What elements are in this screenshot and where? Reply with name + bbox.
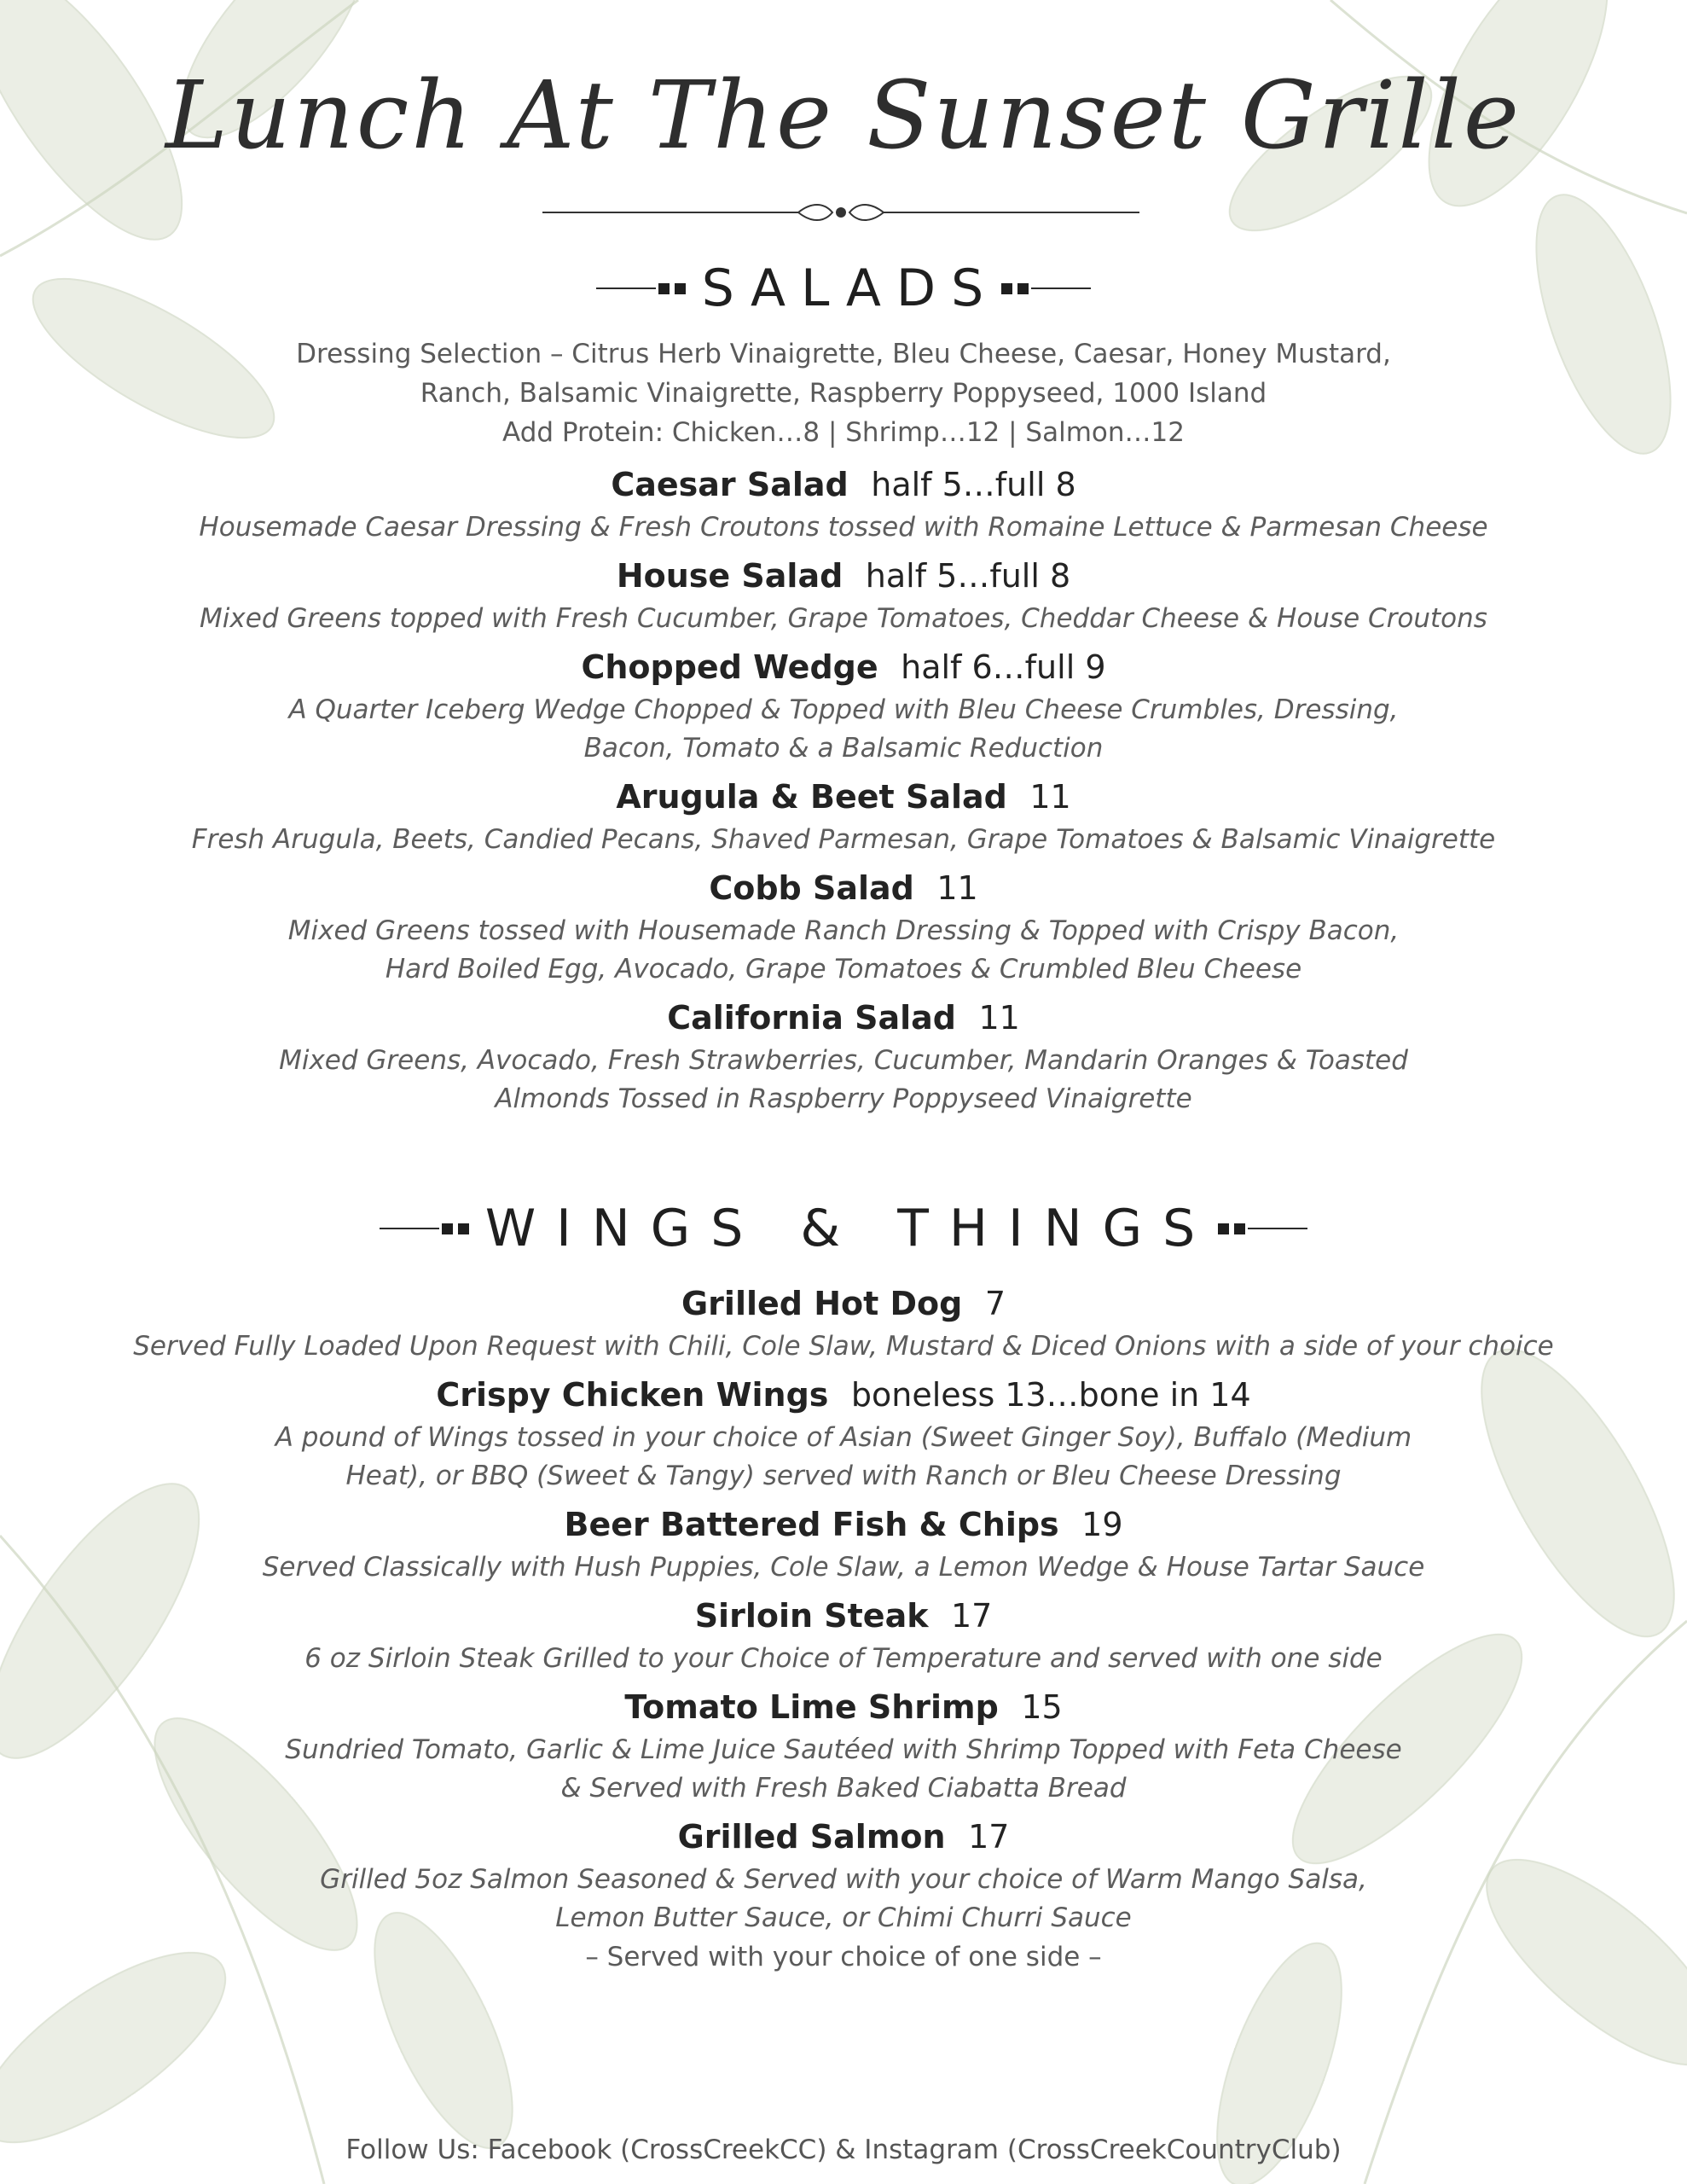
item-description: Heat), or BBQ (Sweet & Tangy) served with Ranch or Bleu Cheese Dressing [345,1461,1342,1491]
item-name: Sirloin Steak [694,1597,929,1635]
item-name: Chopped Wedge [581,648,878,686]
menu-item [0,1683,1687,1808]
item-name: Crispy Chicken Wings [436,1376,829,1414]
dressing-line-2: Ranch, Balsamic Vinaigrette, Raspberry Poppyseed, 1000 Island [420,378,1267,409]
menu-item [0,1280,1687,1366]
item-description: Housemade Caesar Dressing & Fresh Croutons tossed with Romaine Lettuce & Parmesan Cheese [199,512,1488,543]
item-description: A pound of Wings tossed in your choice of Asian (Sweet Ginger Soy), Buffalo (Medium [275,1422,1412,1453]
item-description: Hard Boiled Egg, Avocado, Grape Tomatoes & Crumbled Bleu Cheese [385,954,1302,985]
add-protein-line: Add Protein: Chicken…8 | Shrimp…12 | Salmon…12 [502,417,1185,448]
item-name: Arugula & Beet Salad [616,778,1007,816]
item-price: 7 [984,1285,1006,1322]
item-description: Mixed Greens topped with Fresh Cucumber, Grape Tomatoes, Cheddar Cheese & House Croutons [200,603,1487,634]
item-price: 11 [978,999,1020,1037]
item-price: half 5…full 8 [871,466,1076,503]
menu-item [0,1371,1687,1496]
item-name: Beer Battered Fish & Chips [564,1506,1059,1543]
item-price: 11 [936,869,978,907]
wings-heading-text: WINGS & THINGS [484,1199,1216,1258]
item-name: Grilled Hot Dog [681,1285,963,1322]
menu-item [0,552,1687,638]
item-price: 17 [950,1597,993,1635]
item-name: Tomato Lime Shrimp [624,1688,999,1726]
menu-item [0,1501,1687,1587]
menu-item [0,461,1687,547]
item-name: Cobb Salad [709,869,914,907]
item-price: 19 [1081,1506,1123,1543]
item-description: & Served with Fresh Baked Ciabatta Bread [560,1773,1127,1804]
item-description: Served Classically with Hush Puppies, Cole Slaw, a Lemon Wedge & House Tartar Sauce [262,1552,1425,1583]
menu-item [0,643,1687,768]
item-description: Lemon Butter Sauce, or Chimi Churri Sauce [555,1902,1132,1933]
salads-list [0,461,1687,1124]
item-description: Served Fully Loaded Upon Request with Chili, Cole Slaw, Mustard & Diced Onions with a side of your choice [133,1331,1554,1362]
social-footer: Follow Us: Facebook (CrossCreekCC) & Instagram (CrossCreekCountryClub) [345,2135,1342,2165]
wings-heading [0,1194,1687,1263]
side-note: – Served with your choice of one side – [585,1942,1102,1972]
wings-list [0,1280,1687,1982]
item-description: 6 oz Sirloin Steak Grilled to your Choice of Temperature and served with one side [304,1643,1383,1674]
item-name: House Salad [616,557,844,595]
menu-item [0,1813,1687,1977]
item-description: Grilled 5oz Salmon Seasoned & Served with your choice of Warm Mango Salsa, [320,1864,1367,1895]
item-price: 17 [968,1818,1010,1856]
item-description: Mixed Greens, Avocado, Fresh Strawberries, Cucumber, Mandarin Oranges & Toasted [279,1045,1408,1076]
item-name: Caesar Salad [611,466,849,503]
item-description: Almonds Tossed in Raspberry Poppyseed Vinaigrette [495,1083,1192,1114]
item-price: 11 [1029,778,1071,816]
item-description: Bacon, Tomato & a Balsamic Reduction [583,733,1104,764]
dressing-info [0,334,1687,452]
item-description: Fresh Arugula, Beets, Candied Pecans, Shaved Parmesan, Grape Tomatoes & Balsamic Vinaigrette [191,824,1496,855]
item-price: 15 [1021,1688,1063,1726]
menu-item [0,1592,1687,1678]
dressing-line-1: Dressing Selection – Citrus Herb Vinaigrette, Bleu Cheese, Caesar, Honey Mustard, [296,339,1391,369]
flourish-divider [542,198,1139,227]
item-price: half 6…full 9 [901,648,1106,686]
item-description: Mixed Greens tossed with Housemade Ranch Dressing & Topped with Crispy Bacon, [287,915,1400,946]
item-price: boneless 13…bone in 14 [850,1376,1251,1414]
menu-item [0,864,1687,989]
item-name: California Salad [667,999,956,1037]
item-name: Grilled Salmon [677,1818,946,1856]
menu-item [0,994,1687,1118]
menu-title: Lunch At The Sunset Grille [165,61,1522,170]
item-description: A Quarter Iceberg Wedge Chopped & Topped with Bleu Cheese Crumbles, Dressing, [288,694,1399,725]
item-price: half 5…full 8 [865,557,1071,595]
salads-heading [0,254,1687,322]
menu-item [0,773,1687,859]
item-description: Sundried Tomato, Garlic & Lime Juice Sautéed with Shrimp Topped with Feta Cheese [285,1734,1402,1765]
salads-heading-text: SALADS [701,258,1000,318]
